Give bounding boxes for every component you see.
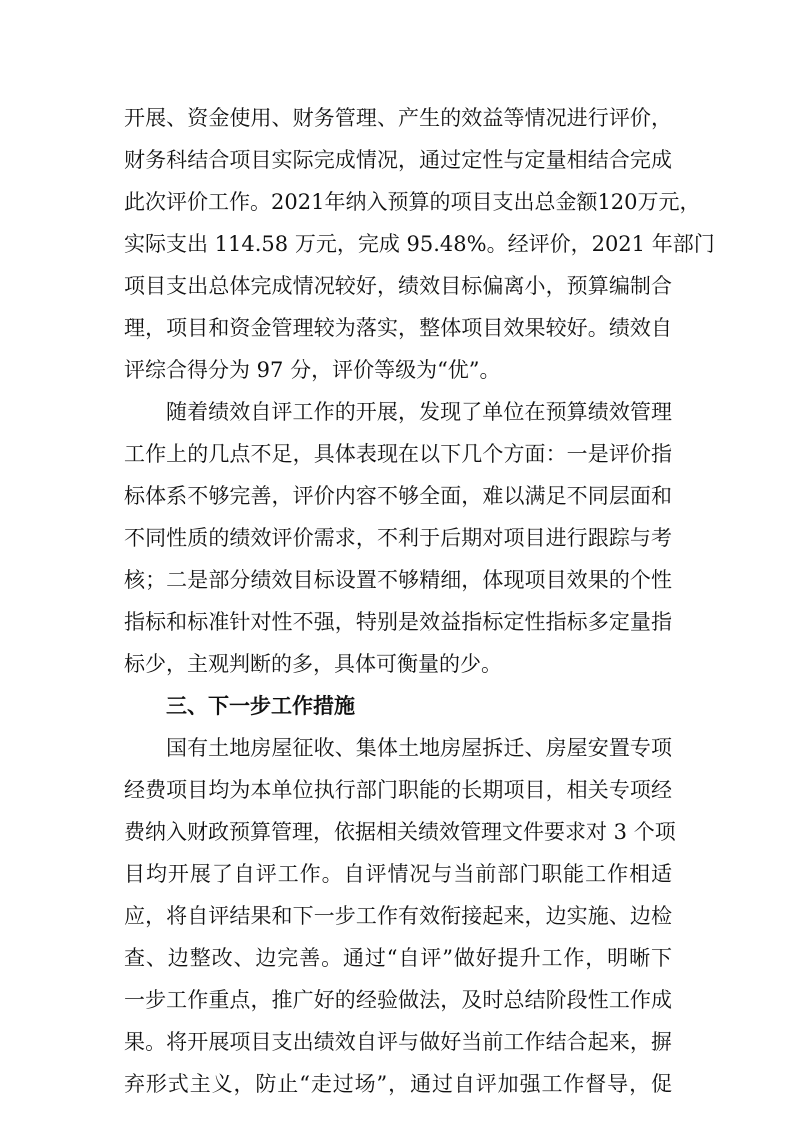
paragraph-line: 查、边整改、边完善。通过“自评”做好提升工作，明晰下 <box>124 946 672 970</box>
paragraph-line: 应，将自评结果和下一步工作有效衔接起来，边实施、边检 <box>124 904 672 928</box>
paragraph-line: 实际支出 114.58 万元，完成 95.48%。经评价，2021 年部门 <box>124 232 715 256</box>
paragraph-line: 果。将开展项目支出绩效自评与做好当前工作结合起来，摒 <box>124 1030 672 1054</box>
paragraph-line: 工作上的几点不足，具体表现在以下几个方面：一是评价指 <box>124 442 672 466</box>
paragraph-line: 弃形式主义，防止“走过场”，通过自评加强工作督导，促 <box>124 1072 672 1096</box>
paragraph-line: 标少，主观判断的多，具体可衡量的少。 <box>124 652 502 676</box>
paragraph-line: 目均开展了自评工作。自评情况与当前部门职能工作相适 <box>124 862 672 886</box>
paragraph-line: 理，项目和资金管理较为落实，整体项目效果较好。绩效自 <box>124 316 672 340</box>
paragraph-line: 评综合得分为 97 分，评价等级为“优”。 <box>124 358 501 382</box>
paragraph-line: 经费项目均为本单位执行部门职能的长期项目，相关专项经 <box>124 778 672 802</box>
paragraph-line: 费纳入财政预算管理，依据相关绩效管理文件要求对 3 个项 <box>124 820 676 844</box>
paragraph-line: 核；二是部分绩效目标设置不够精细，体现项目效果的个性 <box>124 568 672 592</box>
paragraph-line: 开展、资金使用、财务管理、产生的效益等情况进行评价， <box>124 106 672 130</box>
paragraph-line: 项目支出总体完成情况较好，绩效目标偏离小，预算编制合 <box>124 274 672 298</box>
paragraph-line: 指标和标准针对性不强，特别是效益指标定性指标多定量指 <box>124 610 672 634</box>
paragraph-line: 不同性质的绩效评价需求，不利于后期对项目进行跟踪与考 <box>124 526 672 550</box>
paragraph-line: 财务科结合项目实际完成情况，通过定性与定量相结合完成 <box>124 148 672 172</box>
section-heading: 三、下一步工作措施 <box>166 694 355 718</box>
paragraph-line: 标体系不够完善，评价内容不够全面，难以满足不同层面和 <box>124 484 672 508</box>
paragraph-line: 国有土地房屋征收、集体土地房屋拆迁、房屋安置专项 <box>166 736 672 760</box>
paragraph-line: 一步工作重点，推广好的经验做法，及时总结阶段性工作成 <box>124 988 672 1012</box>
paragraph-line: 此次评价工作。2021年纳入预算的项目支出总金额120万元， <box>124 190 701 214</box>
paragraph-line: 随着绩效自评工作的开展，发现了单位在预算绩效管理 <box>166 400 672 424</box>
